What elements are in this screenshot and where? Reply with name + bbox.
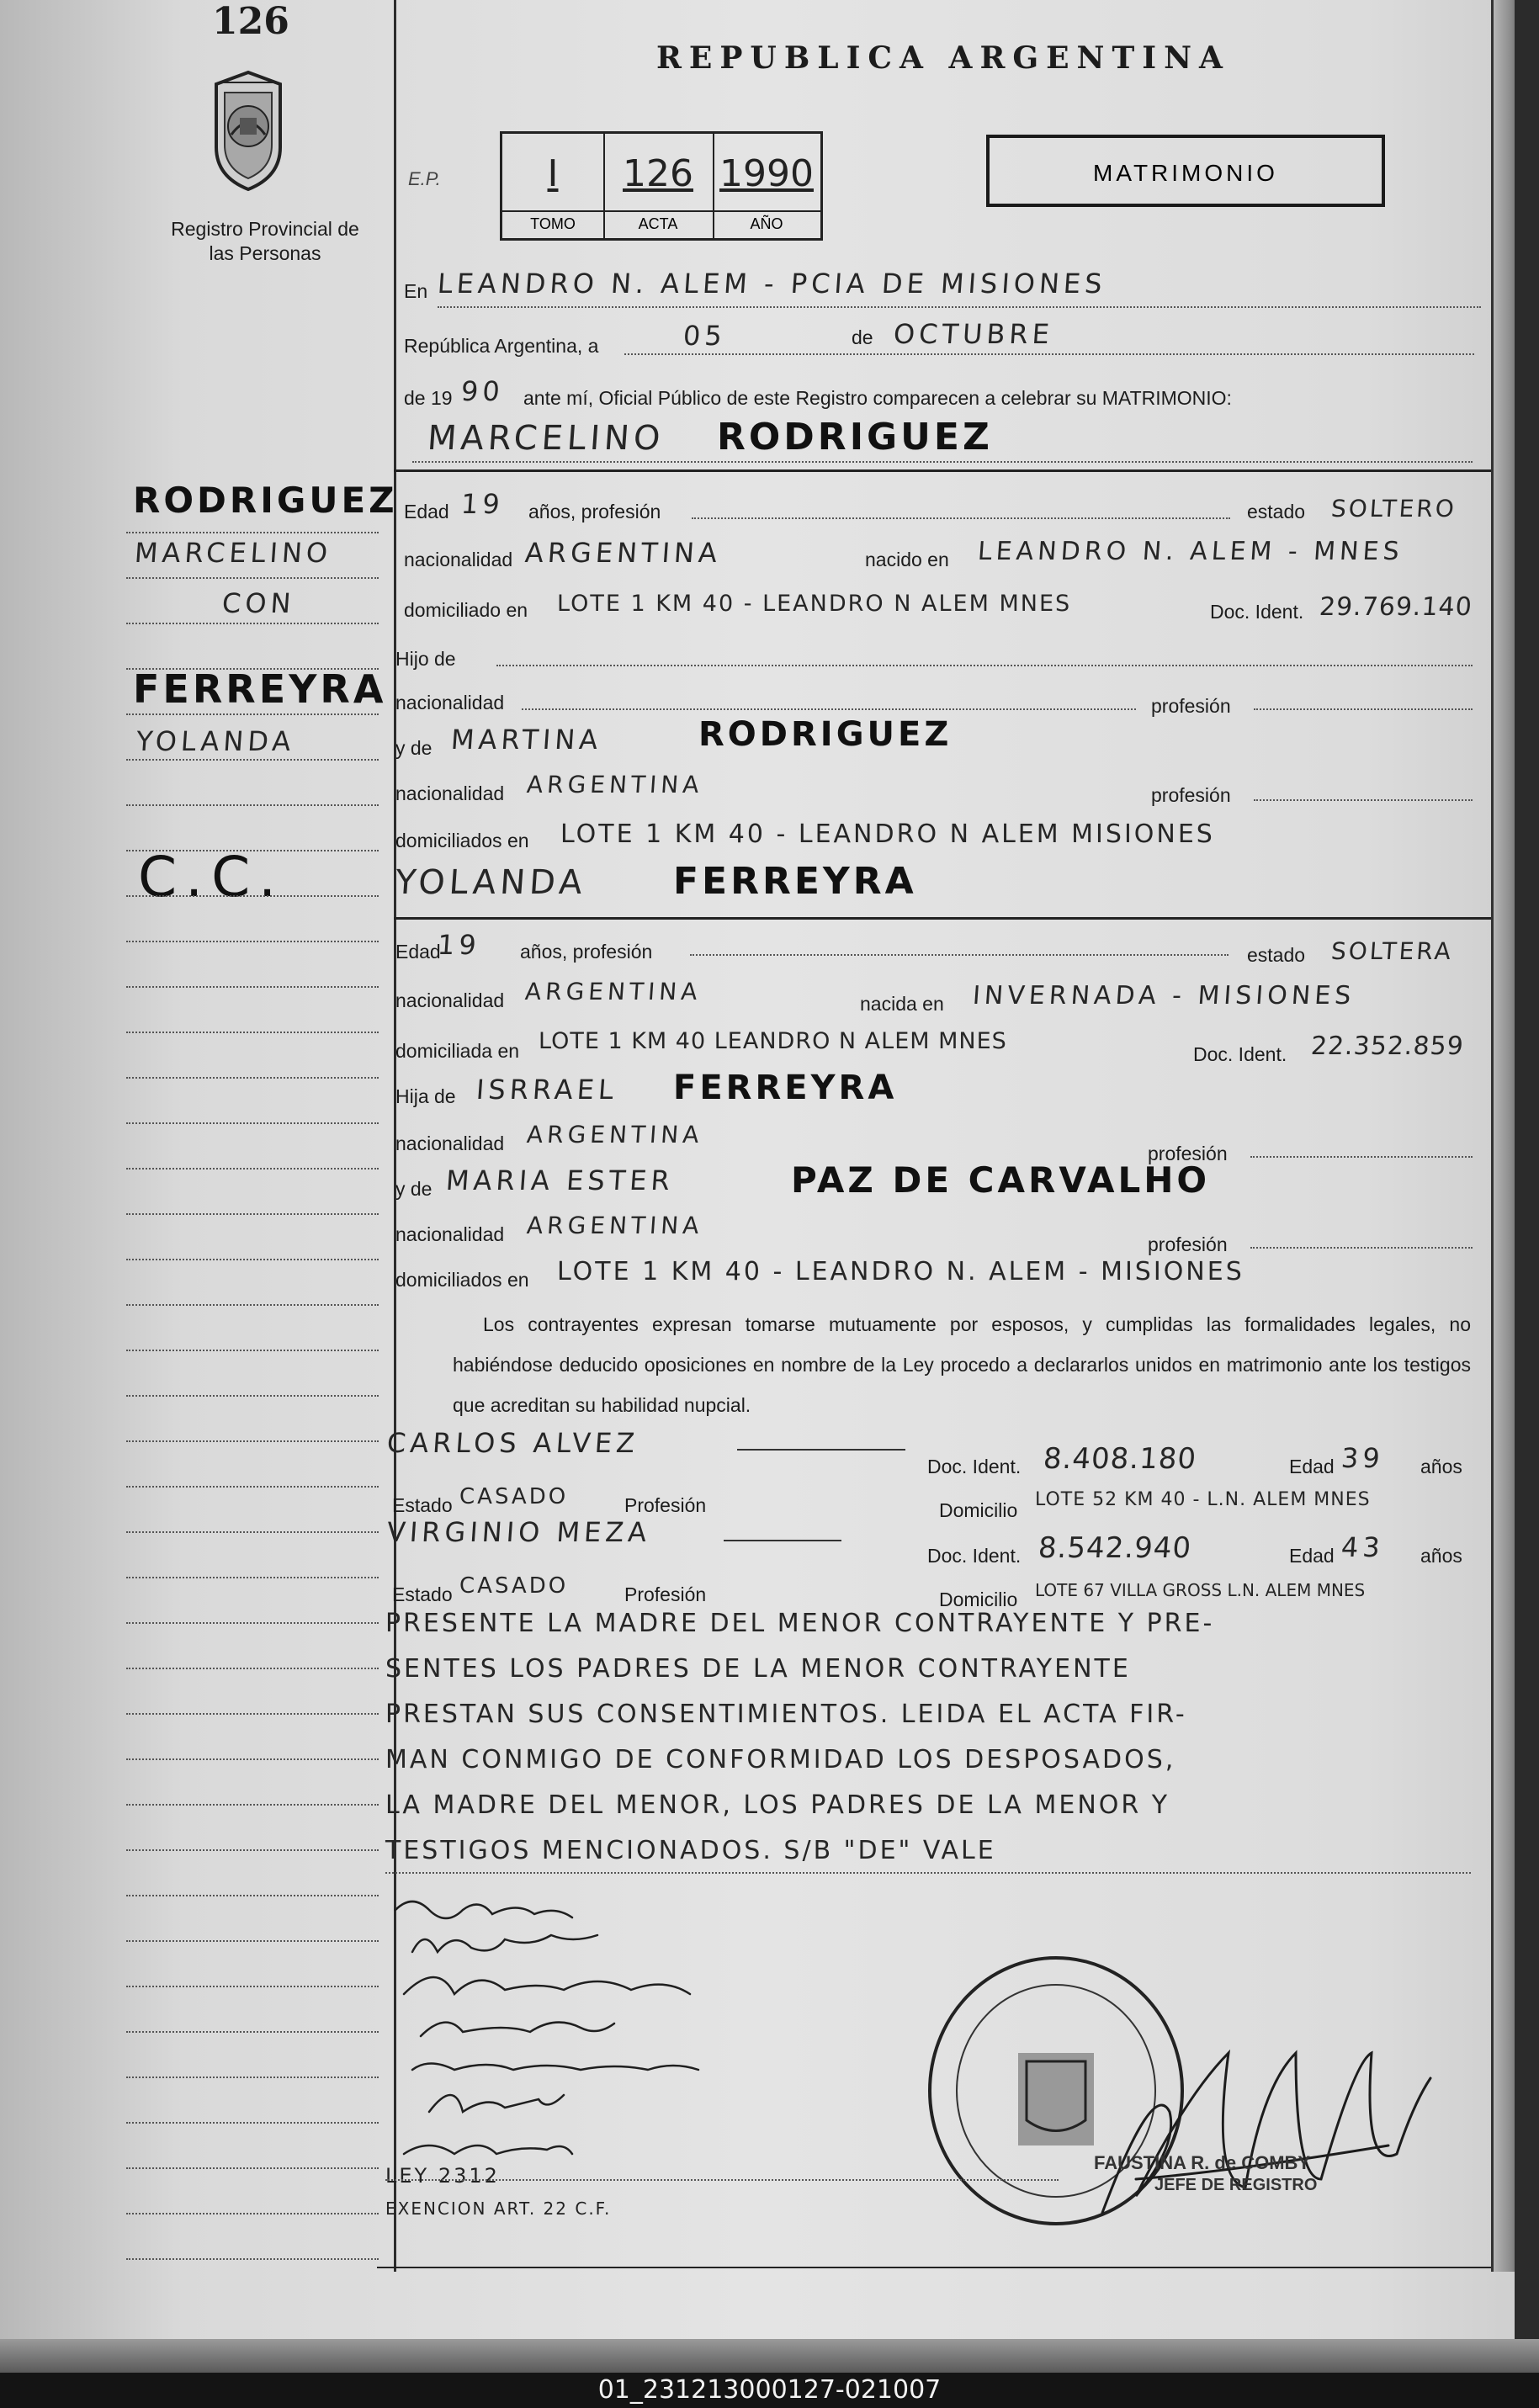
tomo-cell <box>502 134 605 238</box>
bride-mother-nat-label: nacionalidad <box>395 1223 505 1245</box>
bride-nacido-label: nacida en <box>860 993 944 1015</box>
dotted-line <box>522 708 1136 710</box>
bottom-rule <box>377 2267 1491 2268</box>
bride-estado: SOLTERA <box>1329 937 1454 965</box>
file-id: 01_231213000127-021007 <box>0 2373 1539 2408</box>
anio-cell <box>713 134 820 238</box>
groom-hijo-label: Hijo de <box>395 648 456 670</box>
groom-last-name: RODRIGUEZ <box>717 416 993 459</box>
margin-dotted-line <box>126 2077 379 2078</box>
groom-nacionalidad-label: nacionalidad <box>404 549 513 570</box>
margin-con: CON <box>220 587 296 619</box>
margin-dotted-line <box>126 668 379 670</box>
groom-mother-prof-label: profesión <box>1151 784 1231 806</box>
margin-dotted-line <box>126 895 379 897</box>
country-header: REPUBLICA ARGENTINA <box>656 40 1230 76</box>
margin-dotted-line <box>126 804 379 806</box>
margin-dotted-line <box>126 1486 379 1488</box>
bride-nationality: ARGENTINA <box>523 978 703 1005</box>
groom-father-nat-label: nacionalidad <box>395 692 505 713</box>
bride-address: LOTE 1 KM 40 LEANDRO N ALEM MNES <box>539 1028 1007 1054</box>
margin-mark: C.C. <box>138 845 285 910</box>
dotted-line <box>385 2179 1059 2181</box>
witness2-anios-label: años <box>1420 1545 1462 1567</box>
dotted-line <box>1250 1156 1473 1158</box>
groom-mother-nat: ARGENTINA <box>525 771 704 798</box>
witness2-name: VIRGINIO MEZA <box>385 1516 652 1548</box>
margin-dotted-line <box>126 1622 379 1624</box>
note-line: MAN CONMIGO DE CONFORMIDAD LOS DESPOSADOS, <box>385 1745 1176 1774</box>
margin-dotted-line <box>126 1668 379 1669</box>
witness1-doc-label: Doc. Ident. <box>927 1456 1022 1477</box>
province-seal-icon <box>206 67 290 194</box>
note-line: LA MADRE DEL MENOR, LOS PADRES DE LA MENOR Y <box>385 1790 1170 1820</box>
groom-mother-last: RODRIGUEZ <box>698 715 953 754</box>
bride-mother-last: PAZ DE CARVALHO <box>791 1159 1211 1201</box>
signature-stroke <box>395 1901 572 1918</box>
dotted-line <box>690 954 1229 956</box>
bride-father-first: ISRRAEL <box>475 1074 619 1106</box>
bride-parents-address: LOTE 1 KM 40 - LEANDRO N. ALEM - MISIONES <box>557 1257 1244 1286</box>
margin-dotted-line <box>126 986 379 988</box>
signature-stroke <box>404 1977 690 1994</box>
bride-first-name: YOLANDA <box>394 863 588 902</box>
groom-mother-nat-label: nacionalidad <box>395 782 505 804</box>
note-line: PRESENTE LA MADRE DEL MENOR CONTRAYENTE Y PRE- <box>385 1609 1215 1638</box>
witness1-age: 39 <box>1340 1442 1386 1474</box>
scan-bottom <box>0 2339 1539 2373</box>
witness1-domicilio-label: Domicilio <box>939 1499 1018 1521</box>
dotted-line <box>496 665 1473 666</box>
dotted-line <box>412 461 1473 463</box>
law-note-1: LEY 2312 <box>385 2164 500 2188</box>
ceremony-month: OCTUBRE <box>892 318 1055 350</box>
witness2-edad-label: Edad <box>1289 1545 1335 1567</box>
margin-dotted-line <box>126 577 379 579</box>
groom-estado: SOLTERO <box>1329 495 1458 522</box>
signature-stroke <box>429 2095 564 2112</box>
witness1-estado-label: Estado <box>392 1494 453 1516</box>
witness1-name: CARLOS ALVEZ <box>385 1427 640 1459</box>
registry-name: Registro Provincial de las Personas <box>171 218 359 264</box>
margin-dotted-line <box>126 1804 379 1806</box>
witness2-domicilio: LOTE 67 VILLA GROSS L.N. ALEM MNES <box>1035 1580 1366 1600</box>
margin-dotted-line <box>126 2031 379 2033</box>
margin-dotted-line <box>126 1440 379 1442</box>
bride-domicilio-label: domiciliada en <box>395 1040 520 1062</box>
margin-dotted-line <box>126 623 379 624</box>
bride-father-nat: ARGENTINA <box>525 1121 704 1148</box>
groom-age-unit: años, profesión <box>528 501 661 522</box>
margin-dotted-line <box>126 1122 379 1124</box>
margin-dotted-line <box>126 1531 379 1533</box>
anio-label: AÑO <box>713 210 820 233</box>
tomo-label: TOMO <box>502 210 603 233</box>
bride-father-last: FERREYRA <box>673 1069 898 1107</box>
book-reference-box <box>500 131 823 241</box>
margin-dotted-line <box>126 1077 379 1079</box>
margin-dotted-line <box>126 532 379 533</box>
note-line: PRESTAN SUS CONSENTIMIENTOS. LEIDA EL ACTA FIR- <box>385 1700 1187 1729</box>
margin-groom-first: MARCELINO <box>133 537 333 569</box>
groom-domicilio-label: domiciliado en <box>404 599 528 621</box>
dotted-line <box>1254 708 1473 710</box>
witness2-domicilio-label: Domicilio <box>939 1589 1018 1610</box>
signature-stroke <box>412 1935 597 1952</box>
groom-address: LOTE 1 KM 40 - LEANDRO N ALEM MNES <box>557 591 1072 617</box>
margin-dotted-line <box>126 1577 379 1578</box>
page-border <box>1491 0 1494 2272</box>
witness2-doc: 8.542.940 <box>1037 1531 1193 1565</box>
ceremony-day: 05 <box>682 320 728 352</box>
groom-edad-label: Edad <box>404 501 449 522</box>
margin-dotted-line <box>126 1849 379 1851</box>
witness2-profesion-label: Profesión <box>624 1583 707 1605</box>
bride-father-prof-label: profesión <box>1148 1143 1228 1164</box>
witness1-doc: 8.408.180 <box>1042 1442 1198 1476</box>
margin-dotted-line <box>126 713 379 715</box>
bride-hija-label: Hija de <box>395 1085 456 1107</box>
bride-mother-nat: ARGENTINA <box>525 1212 704 1239</box>
bride-age: 19 <box>436 929 482 961</box>
intro-text: ante mí, Oficial Público de este Registro comparecen a celebrar su MATRIMONIO: <box>523 387 1232 409</box>
republica-label: República Argentina, a <box>404 335 599 357</box>
bride-mother-first: MARIA ESTER <box>444 1164 676 1196</box>
acta-value: 126 <box>623 152 693 195</box>
dotted-line <box>624 353 1474 355</box>
groom-birthplace: LEANDRO N. ALEM - MNES <box>976 537 1404 566</box>
binding-edge <box>1491 0 1515 2272</box>
note-line: SENTES LOS PADRES DE LA MENOR CONTRAYENTE <box>385 1654 1131 1684</box>
witness2-age: 43 <box>1340 1531 1386 1563</box>
margin-dotted-line <box>126 1259 379 1260</box>
margin-dotted-line <box>126 1895 379 1896</box>
groom-mother-first: MARTINA <box>449 724 603 756</box>
anio-value: 1990 <box>719 152 814 195</box>
ceremony-place: LEANDRO N. ALEM - PCIA DE MISIONES <box>436 268 1107 300</box>
witness2-estado: CASADO <box>459 1573 569 1599</box>
official-title: JEFE DE REGISTRO <box>1154 2176 1318 2194</box>
law-note-2: EXENCION ART. 22 C.F. <box>385 2198 612 2219</box>
witness2-estado-label: Estado <box>392 1583 453 1605</box>
groom-doc: 29.769.140 <box>1318 592 1474 622</box>
groom-nacido-label: nacido en <box>865 549 949 570</box>
tomo-value: I <box>547 152 559 195</box>
official-signature <box>1085 2036 1439 2230</box>
bride-mother-label: y de <box>395 1178 433 1200</box>
groom-estado-label: estado <box>1247 501 1306 522</box>
margin-dotted-line <box>126 941 379 942</box>
section-rule <box>394 469 1491 472</box>
margin-dotted-line <box>126 2258 379 2260</box>
bride-nacionalidad-label: nacionalidad <box>395 989 505 1011</box>
margin-bride-last: FERREYRA <box>133 666 387 712</box>
margin-dotted-line <box>126 1940 379 1942</box>
bride-edad-label: Edad <box>395 941 441 963</box>
bride-doc-label: Doc. Ident. <box>1193 1043 1287 1065</box>
dotted-line <box>1254 799 1473 801</box>
margin-dotted-line <box>126 1395 379 1397</box>
dotted-line <box>1250 1247 1473 1249</box>
signature-stroke <box>421 2023 614 2036</box>
margin-dotted-line <box>126 1713 379 1715</box>
margin-dotted-line <box>126 2122 379 2124</box>
signatures <box>379 1885 951 2238</box>
witness2-doc-label: Doc. Ident. <box>927 1545 1022 1567</box>
groom-parents-address: LOTE 1 KM 40 - LEANDRO N ALEM MISIONES <box>560 819 1215 849</box>
groom-nationality: ARGENTINA <box>523 537 723 569</box>
dotted-line <box>438 306 1481 308</box>
ep-mark: E.P. <box>408 168 441 189</box>
margin-dotted-line <box>126 2167 379 2169</box>
margin-dotted-line <box>126 1304 379 1306</box>
groom-mother-label: y de <box>395 737 433 759</box>
bride-last-name: FERREYRA <box>673 860 917 903</box>
acta-label: ACTA <box>603 210 713 233</box>
signature-stroke <box>404 2145 572 2154</box>
signature-stroke <box>412 2064 698 2071</box>
de-label: de <box>852 326 873 348</box>
margin-dotted-line <box>126 759 379 761</box>
ceremony-year: 90 <box>459 375 506 407</box>
section-rule <box>394 917 1491 920</box>
official-name: FAUSTINA R. de COMBY <box>1094 2152 1311 2173</box>
year-prefix: de 19 <box>404 387 453 409</box>
groom-first-name: MARCELINO <box>426 419 666 458</box>
margin-dotted-line <box>126 850 379 851</box>
bride-mother-prof-label: profesión <box>1148 1233 1228 1255</box>
groom-father-prof-label: profesión <box>1151 695 1231 717</box>
margin-dotted-line <box>126 1986 379 1987</box>
groom-age: 19 <box>459 488 506 520</box>
groom-doc-label: Doc. Ident. <box>1210 601 1304 623</box>
bride-estado-label: estado <box>1247 944 1306 966</box>
fill-line <box>737 1449 905 1451</box>
note-line: TESTIGOS MENCIONADOS. S/B "DE" VALE <box>385 1836 996 1865</box>
margin-dotted-line <box>126 1758 379 1760</box>
margin-groom-last: RODRIGUEZ <box>133 480 398 521</box>
groom-parents-dom-label: domiciliados en <box>395 830 529 851</box>
page-number: 126 <box>212 0 289 43</box>
margin-dotted-line <box>126 1350 379 1351</box>
witness1-anios-label: años <box>1420 1456 1462 1477</box>
margin-dotted-line <box>126 1032 379 1033</box>
margin-dotted-line <box>126 2213 379 2214</box>
dotted-line <box>692 517 1230 519</box>
margin-dotted-line <box>126 1168 379 1170</box>
witness1-estado: CASADO <box>459 1484 569 1509</box>
en-label: En <box>404 280 428 302</box>
bride-parents-dom-label: domiciliados en <box>395 1269 529 1291</box>
bride-birthplace: INVERNADA - MISIONES <box>971 981 1356 1010</box>
margin-bride-first: YOLANDA <box>135 725 296 757</box>
bride-father-nat-label: nacionalidad <box>395 1132 505 1154</box>
bride-age-unit: años, profesión <box>520 941 653 963</box>
witness1-domicilio: LOTE 52 KM 40 - L.N. ALEM MNES <box>1035 1489 1371 1510</box>
record-type: MATRIMONIO <box>1093 160 1278 186</box>
acta-cell <box>603 134 714 238</box>
witness1-edad-label: Edad <box>1289 1456 1335 1477</box>
dotted-line <box>385 1872 1471 1874</box>
witness1-profesion-label: Profesión <box>624 1494 707 1516</box>
margin-dotted-line <box>126 1213 379 1215</box>
bride-doc: 22.352.859 <box>1309 1032 1466 1061</box>
declaration-text: Los contrayentes expresan tomarse mutuamente por esposos, y cumplidas las formalidades legales, no habiéndose deducido oposiciones en nombre de la Ley procedo a declararlos unidos en matrimonio ante los testigos que acreditan su habilidad nupcial. <box>453 1313 1471 1416</box>
fill-line <box>724 1540 841 1541</box>
record-type-box <box>986 135 1385 207</box>
